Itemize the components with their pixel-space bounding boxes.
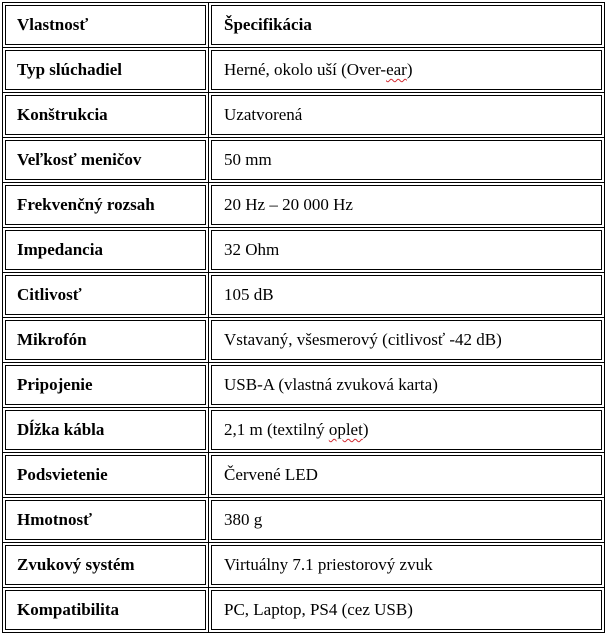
property-cell <box>3 273 209 318</box>
property-cell <box>3 408 209 453</box>
specification-value-suffix: ) <box>406 60 413 79</box>
specification-value <box>209 555 604 575</box>
property-cell <box>3 453 209 498</box>
specification-value-text: 380 g <box>224 510 263 529</box>
property-label: Podsvietenie <box>17 465 108 484</box>
table-row <box>3 318 605 363</box>
specification-value-suffix: ) <box>362 420 369 439</box>
table-row <box>3 273 605 318</box>
specification-cell <box>209 273 605 318</box>
property-cell <box>3 588 209 633</box>
specification-value <box>209 60 604 80</box>
specification-cell <box>209 363 605 408</box>
table-row <box>3 453 605 498</box>
property-label: Konštrukcia <box>17 105 108 124</box>
specification-value <box>209 240 604 260</box>
spellcheck-flagged-word: oplet <box>328 420 363 439</box>
specification-value-text: Virtuálny 7.1 priestorový zvuk <box>224 555 433 574</box>
specification-value <box>209 150 604 170</box>
spellcheck-flagged-word: ear <box>386 60 407 79</box>
specification-cell <box>209 453 605 498</box>
property-label: Typ slúchadiel <box>17 60 123 79</box>
header-label-specification: Špecifikácia <box>224 15 312 34</box>
specification-cell <box>209 543 605 588</box>
specification-value-text: Herné, okolo uší (Over- <box>224 60 387 79</box>
specification-value-text: Uzatvorená <box>224 105 303 124</box>
specification-cell <box>209 408 605 453</box>
specification-value <box>209 420 604 440</box>
header-cell-property <box>3 3 209 48</box>
property-cell <box>3 228 209 273</box>
property-cell <box>3 93 209 138</box>
specification-cell <box>209 498 605 543</box>
property-label: Hmotnosť <box>17 510 92 529</box>
specification-value-text: Vstavaný, všesmerový (citlivosť -42 dB) <box>224 330 502 349</box>
property-label: Dĺžka kábla <box>17 420 105 439</box>
table-row <box>3 228 605 273</box>
property-cell <box>3 318 209 363</box>
specification-value-text: 50 mm <box>224 150 272 169</box>
specification-value <box>209 195 604 215</box>
property-cell <box>3 498 209 543</box>
property-cell <box>3 183 209 228</box>
specification-value-text: 105 dB <box>224 285 274 304</box>
property-label: Veľkosť meničov <box>17 150 142 169</box>
table-row <box>3 93 605 138</box>
table-row <box>3 408 605 453</box>
table-row <box>3 588 605 633</box>
specification-table-body <box>3 3 605 633</box>
specification-value-text: 32 Ohm <box>224 240 280 259</box>
specification-value <box>209 375 604 395</box>
table-row <box>3 363 605 408</box>
property-label: Frekvenčný rozsah <box>17 195 155 214</box>
specification-value-text: PC, Laptop, PS4 (cez USB) <box>224 600 413 619</box>
specification-cell <box>209 183 605 228</box>
specification-value <box>209 330 604 350</box>
property-label: Zvukový systém <box>17 555 135 574</box>
table-row <box>3 543 605 588</box>
property-cell <box>3 363 209 408</box>
property-label: Impedancia <box>17 240 103 259</box>
property-label: Citlivosť <box>17 285 82 304</box>
specification-value <box>209 465 604 485</box>
specification-cell <box>209 228 605 273</box>
specification-value-text: 20 Hz – 20 000 Hz <box>224 195 353 214</box>
table-row <box>3 183 605 228</box>
header-label-property: Vlastnosť <box>17 15 89 34</box>
specification-value <box>209 105 604 125</box>
specification-value <box>209 510 604 530</box>
specification-value-text: Červené LED <box>224 465 318 484</box>
specification-value-text: 2,1 m (textilný <box>224 420 329 439</box>
property-cell <box>3 48 209 93</box>
table-row <box>3 498 605 543</box>
property-label: Kompatibilita <box>17 600 120 619</box>
property-label: Pripojenie <box>17 375 93 394</box>
property-cell <box>3 138 209 183</box>
specification-value <box>209 600 604 620</box>
specification-cell <box>209 48 605 93</box>
specification-cell <box>209 588 605 633</box>
specification-value-text: USB-A (vlastná zvuková karta) <box>224 375 438 394</box>
table-row <box>3 138 605 183</box>
table-header-row <box>3 3 605 48</box>
specification-table <box>2 2 605 633</box>
specification-cell <box>209 138 605 183</box>
specification-cell <box>209 318 605 363</box>
header-cell-specification <box>209 3 605 48</box>
specification-value <box>209 285 604 305</box>
property-cell <box>3 543 209 588</box>
property-label: Mikrofón <box>17 330 87 349</box>
specification-cell <box>209 93 605 138</box>
table-row <box>3 48 605 93</box>
